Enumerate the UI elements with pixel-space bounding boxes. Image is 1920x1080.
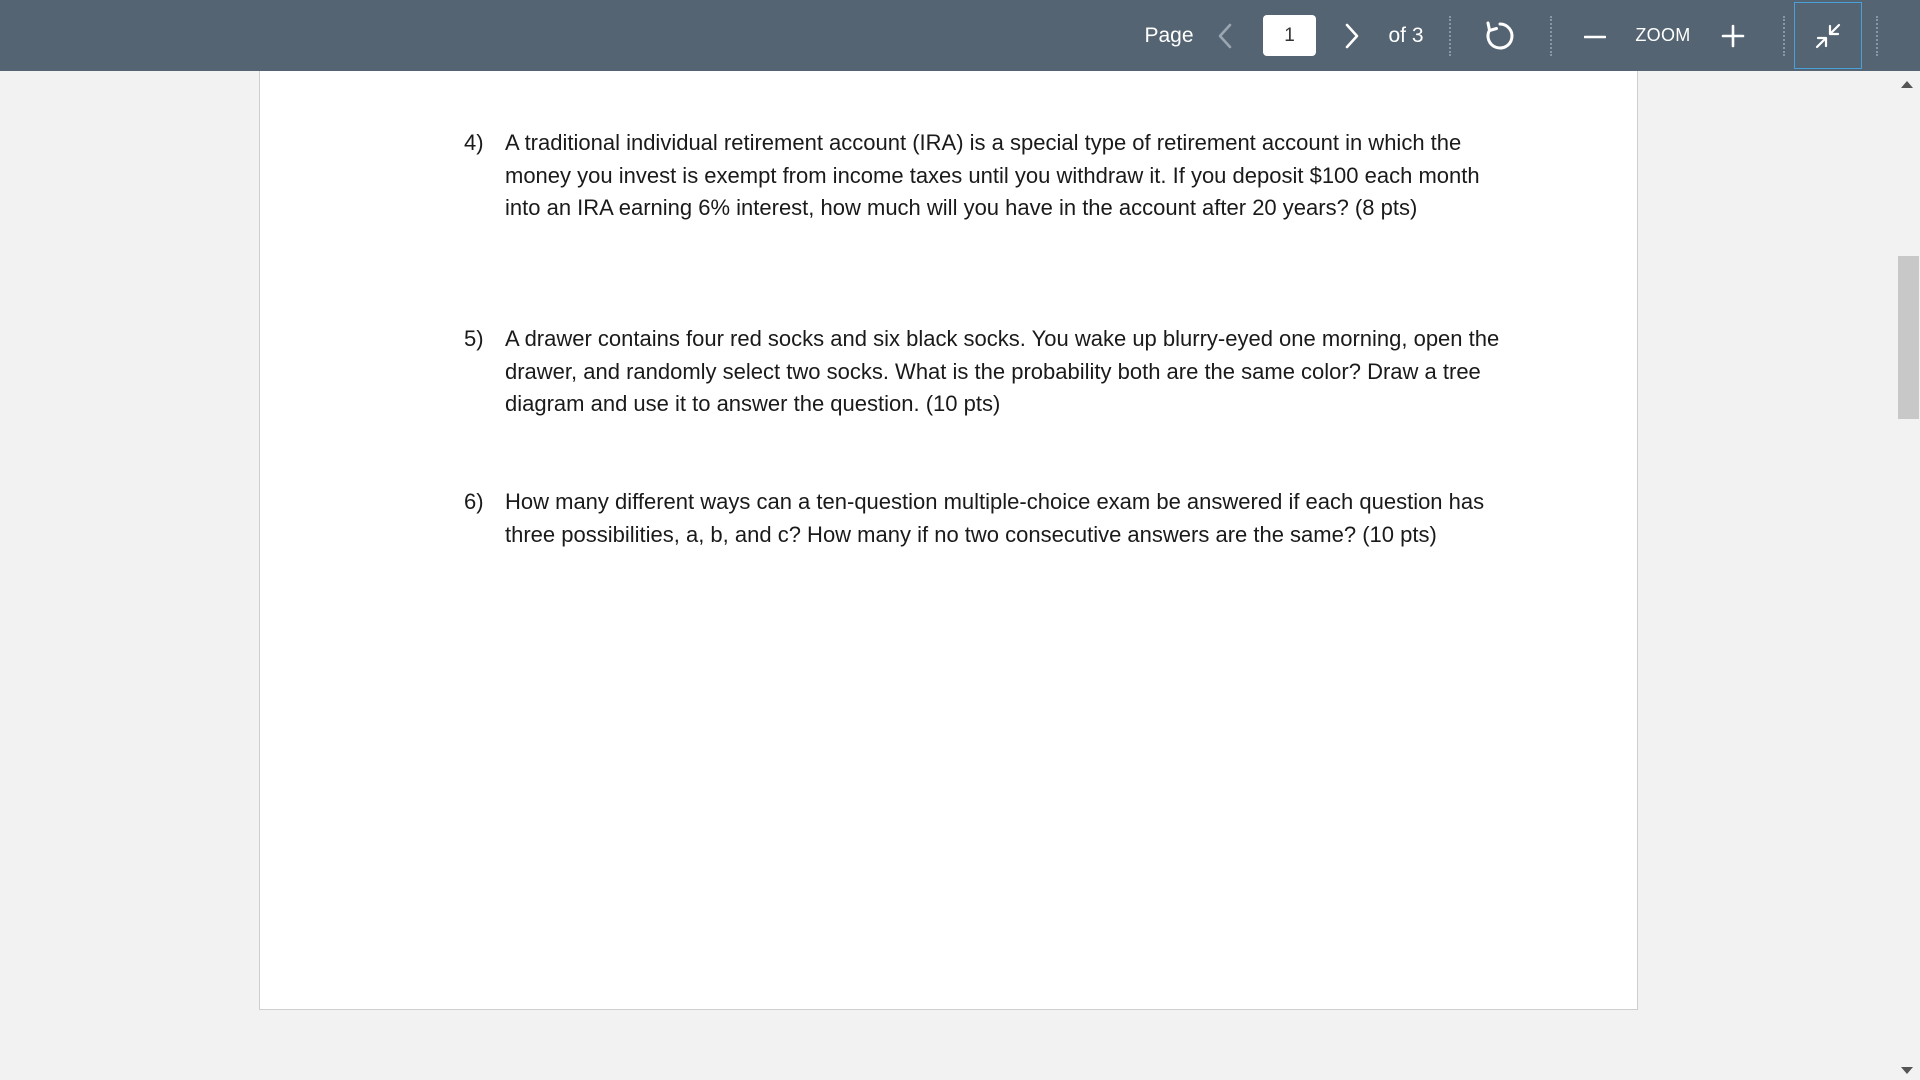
zoom-label: ZOOM (1635, 25, 1691, 45)
chevron-right-icon (1344, 23, 1360, 49)
question-number: 5) (464, 326, 484, 351)
page-label: Page (1144, 23, 1194, 47)
document-page (259, 71, 1638, 1010)
zoom-out-button[interactable] (1578, 0, 1612, 71)
zoom-in-button[interactable] (1716, 0, 1750, 71)
question-text: How many different ways can a ten-question multiple-choice exam be answered if each question has three possibilities, a, b, and c? How many if no two consecutive answers are the same? (10 pts) (505, 489, 1485, 547)
scrollbar-thumb[interactable] (1898, 256, 1919, 419)
scroll-down-arrow-icon[interactable] (1901, 1067, 1913, 1074)
vertical-scrollbar[interactable] (1894, 71, 1920, 1080)
toolbar-divider (1550, 16, 1552, 56)
page-number-input[interactable] (1263, 15, 1316, 56)
scroll-up-arrow-icon[interactable] (1901, 81, 1913, 88)
chevron-left-icon (1217, 23, 1233, 49)
question-text: A traditional individual retirement account (IRA) is a special type of retirement account in which the money you invest is exempt from income taxes until you withdraw it. If you deposit $100 each month into an IRA earning 6% interest, how much will you have in the account after 20 years? (8 pts) (505, 130, 1480, 220)
exit-fullscreen-icon (1813, 21, 1843, 51)
previous-page-button[interactable] (1208, 0, 1242, 71)
exit-fullscreen-button[interactable] (1794, 2, 1862, 69)
minus-icon (1584, 25, 1606, 47)
plus-icon (1721, 24, 1745, 48)
reset-button[interactable] (1478, 0, 1522, 71)
toolbar-divider (1783, 16, 1785, 56)
toolbar-divider (1449, 16, 1451, 56)
question-text: A drawer contains four red socks and six black socks. You wake up blurry-eyed one morning, open the drawer, and randomly select two socks. What is the probability both are the same color? Draw a tree diagram and use it to answer the question. (10 pts) (505, 326, 1500, 416)
toolbar-divider (1876, 16, 1878, 56)
question-number: 4) (464, 130, 484, 155)
document-viewport (0, 71, 1920, 1080)
next-page-button[interactable] (1335, 0, 1369, 71)
viewer-toolbar (0, 0, 1920, 71)
page-count-label: of 3 (1388, 23, 1424, 47)
rotate-reset-icon (1484, 20, 1516, 52)
question-number: 6) (464, 489, 484, 514)
